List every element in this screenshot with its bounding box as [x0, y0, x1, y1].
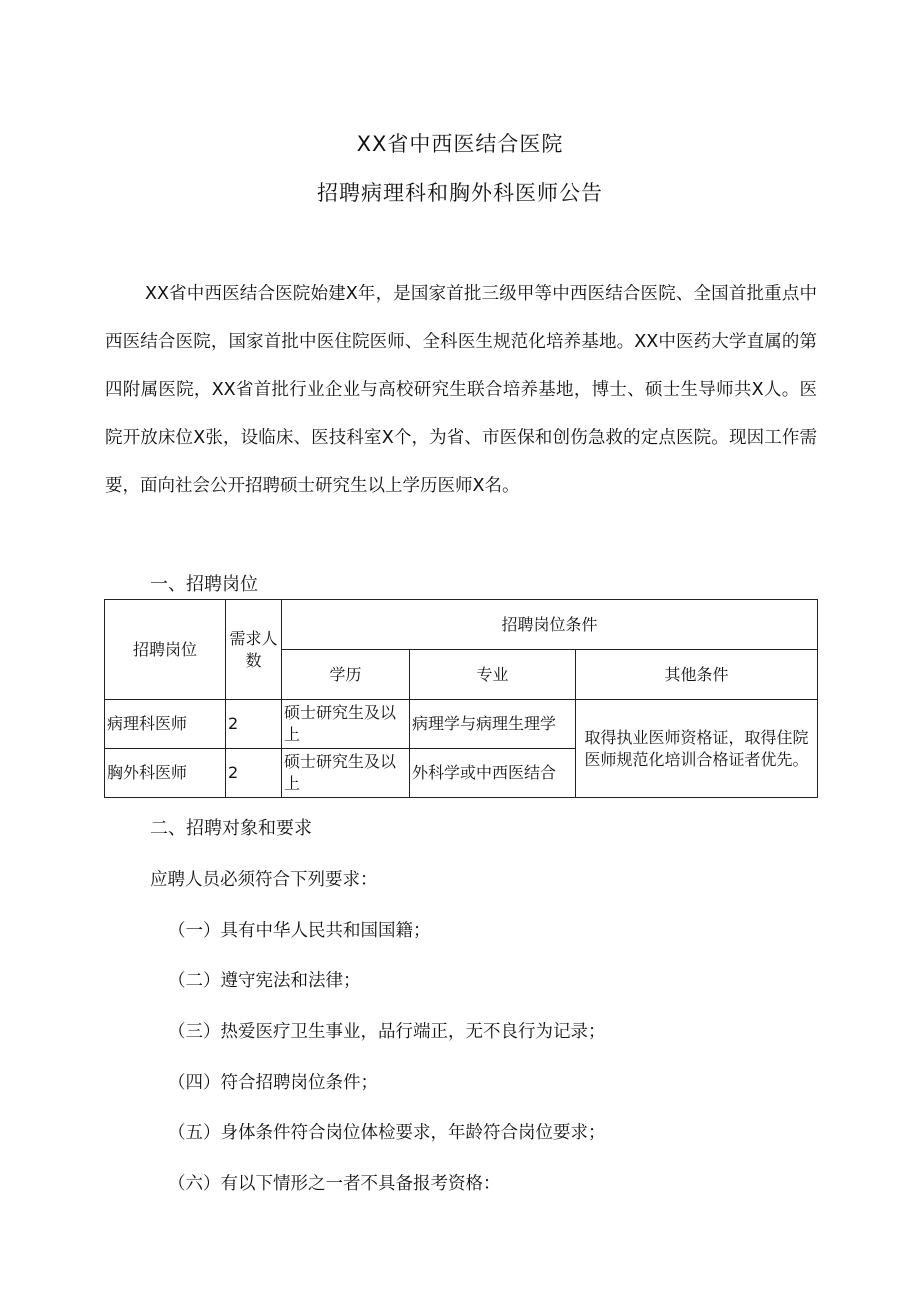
header-position: 招聘岗位	[105, 600, 226, 700]
requirement-item-5: （五）身体条件符合岗位体检要求，年龄符合岗位要求；	[168, 1123, 606, 1143]
row-other-conditions: 取得执业医师资格证，取得住院医师规范化培训合格证者优先。	[576, 700, 818, 798]
section1-heading: 一、招聘岗位	[150, 574, 258, 595]
row-count: 2	[226, 700, 282, 749]
table-header-row	[105, 600, 818, 650]
requirement-item-4: （四）符合招聘岗位条件；	[168, 1073, 378, 1093]
row-education: 硕士研究生及以上	[282, 700, 410, 749]
section2-heading: 二、招聘对象和要求	[150, 818, 312, 839]
row-position: 胸外科医师	[105, 749, 226, 798]
header-education: 学历	[282, 650, 410, 700]
positions-table	[104, 599, 818, 798]
requirement-item-3: （三）热爱医疗卫生事业，品行端正，无不良行为记录；	[168, 1022, 606, 1042]
header-conditions: 招聘岗位条件	[282, 600, 818, 650]
header-major: 专业	[410, 650, 576, 700]
row-position: 病理科医师	[105, 700, 226, 749]
requirements-intro: 应聘人员必须符合下列要求：	[150, 870, 378, 890]
header-count: 需求人数	[226, 600, 282, 700]
row-education: 硕士研究生及以上	[282, 749, 410, 798]
document-title-line2: 招聘病理科和胸外科医师公告	[317, 181, 603, 205]
table-row	[105, 700, 818, 749]
header-other: 其他条件	[576, 650, 818, 700]
requirement-item-1: （一）具有中华人民共和国国籍；	[168, 921, 431, 941]
requirement-item-2: （二）遵守宪法和法律；	[168, 971, 361, 991]
row-major: 外科学或中西医结合	[410, 749, 576, 798]
intro-paragraph: XX省中西医结合医院始建X年，是国家首批三级甲等中西医结合医院、全国首批重点中西医结合医院，国家首批中医住院医师、全科医生规范化培养基地。XX中医药大学直属的第四附属医院，XX省首批行业企业与高校研究生联合培养基地，博士、硕士生导师共X人。医院开放床位X张，设临床、医技科室X个，为省、市医保和创伤急救的定点医院。现因工作需要，面向社会公开招聘硕士研究生以上学历医师X名。	[105, 284, 817, 496]
requirement-item-6: （六）有以下情形之一者不具备报考资格：	[168, 1174, 501, 1194]
row-major: 病理学与病理生理学	[410, 700, 576, 749]
document-title-line1: XX省中西医结合医院	[356, 132, 564, 156]
row-count: 2	[226, 749, 282, 798]
